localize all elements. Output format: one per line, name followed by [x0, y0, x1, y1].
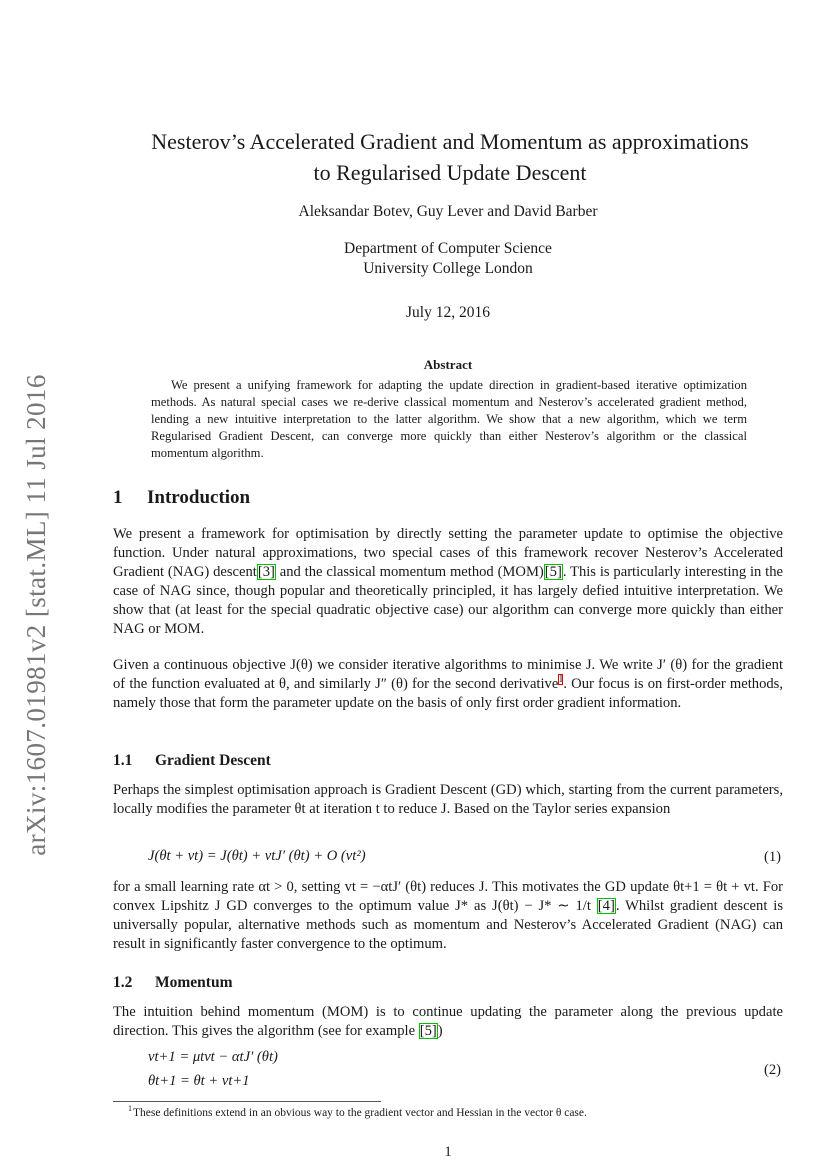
paper-date: July 12, 2016 — [406, 304, 490, 321]
citation-link[interactable]: [4] — [597, 898, 615, 914]
title-line-2: to Regularised Update Descent — [313, 160, 587, 185]
affiliation-university: University College London — [363, 260, 533, 277]
page-number: 1 — [444, 1144, 452, 1160]
momentum-paragraph-1 — [113, 1003, 783, 1041]
gradient-descent-paragraph-1: Perhaps the simplest optimisation approach is Gradient Descent (GD) which, starting from the current parameters, locally modifies the parameter θt at iteration t to reduce J. Based on the Taylor series expansion — [113, 782, 783, 817]
footnote-text: These definitions extend in an obvious way to the gradient vector and Hessian in the vector θ case. — [133, 1106, 587, 1119]
text-run: We present a framework for optimisation by directly setting the parameter update to optimise the objective function. Under natural approximations, two special cases of this framework recover Nesterov’s Accelerated Gradient (NAG) descent — [113, 526, 783, 580]
affiliation-department: Department of Computer Science — [344, 240, 552, 257]
section-number: 1 — [113, 487, 123, 508]
authors: Aleksandar Botev, Guy Lever and David Barber — [298, 203, 598, 220]
citation-link[interactable]: [3] — [257, 564, 275, 580]
section-title: Introduction — [147, 487, 251, 508]
text-run: . Our focus is on first-order methods, namely those that form the parameter update on the basis of only first order gradient information. — [113, 676, 783, 711]
equation-2-line-1: vt+1 = μtvt − αtJ′ (θt) — [148, 1049, 278, 1065]
abstract-heading: Abstract — [423, 357, 473, 372]
footnote-divider — [113, 1101, 381, 1102]
text-run: . Whilst gradient descent is universally popular, alternative methods such as momentum and Nesterov’s Accelerated Gradient (NAG) can result in significantly faster convergence to the optimum. — [113, 898, 784, 952]
citation-link[interactable]: [5] — [419, 1023, 437, 1039]
subsection-title: Momentum — [155, 974, 233, 991]
equation-number-1: (1) — [764, 849, 782, 865]
paper-title — [100, 126, 800, 188]
intro-paragraph-2 — [113, 656, 783, 713]
text-run: The intuition behind momentum (MOM) is to continue updating the parameter along the previous update direction. This gives the algorithm (see for example — [113, 1004, 783, 1039]
text-run: ) — [437, 1023, 443, 1039]
intro-paragraph-1 — [113, 525, 783, 639]
footnote-mark: 1 — [128, 1104, 132, 1113]
section-heading-introduction — [113, 487, 250, 509]
text-run: for a small learning rate αt > 0, setting vt = −αtJ′ (θt) reduces J. This motivates the GD update θt+1 = θt + vt. For convex Lipshitz J GD converges to the optimum value J* as J(θt) − J* ∼ 1/t — [113, 879, 783, 914]
subsection-heading-momentum — [113, 974, 233, 992]
affiliation — [100, 239, 796, 279]
footnote-link[interactable]: 1 — [558, 674, 564, 686]
abstract-text: We present a unifying framework for adapting the update direction in gradient-based iterative optimization methods. As natural special cases we re-derive classical momentum and Nesterov’s accelerated gradient method, lending a new intuitive interpretation to the latter algorithm. We show that a new algorithm, which we term Regularised Gradient Descent, can converge more quickly than either Nesterov’s algorithm or the classical momentum algorithm. — [151, 378, 747, 460]
citation-link[interactable]: [5] — [544, 564, 562, 580]
footnote — [128, 1104, 788, 1119]
subsection-title: Gradient Descent — [155, 752, 271, 769]
subsection-number: 1.1 — [113, 752, 133, 769]
title-line-1: Nesterov’s Accelerated Gradient and Momentum as approximations — [151, 129, 749, 154]
text-run: Given a continuous objective J(θ) we consider iterative algorithms to minimise J. We write J′ (θ) for the gradient of the function evaluated at θ, and similarly J″ (θ) for the second derivative — [113, 657, 783, 692]
arxiv-identifier: arXiv:1607.01981v2 [stat.ML] 11 Jul 2016 — [20, 374, 51, 856]
equation-number-2: (2) — [764, 1062, 782, 1078]
equation-1: J(θt + vt) = J(θt) + vtJ′ (θt) + O (vt²) — [148, 848, 366, 864]
subsection-number: 1.2 — [113, 974, 133, 991]
gradient-descent-paragraph-2 — [113, 878, 783, 954]
subsection-heading-gradient-descent — [113, 752, 271, 770]
text-run: . This is particularly interesting in the case of NAG since, though popular and theoretically principled, it has largely defied intuitive interpretation. We show that (at least for the special quadratic objective case) our algorithm can converge more quickly than either NAG or MOM. — [113, 564, 784, 637]
text-run: and the classical momentum method (MOM) — [275, 564, 544, 580]
equation-2-line-2: θt+1 = θt + vt+1 — [148, 1073, 250, 1089]
